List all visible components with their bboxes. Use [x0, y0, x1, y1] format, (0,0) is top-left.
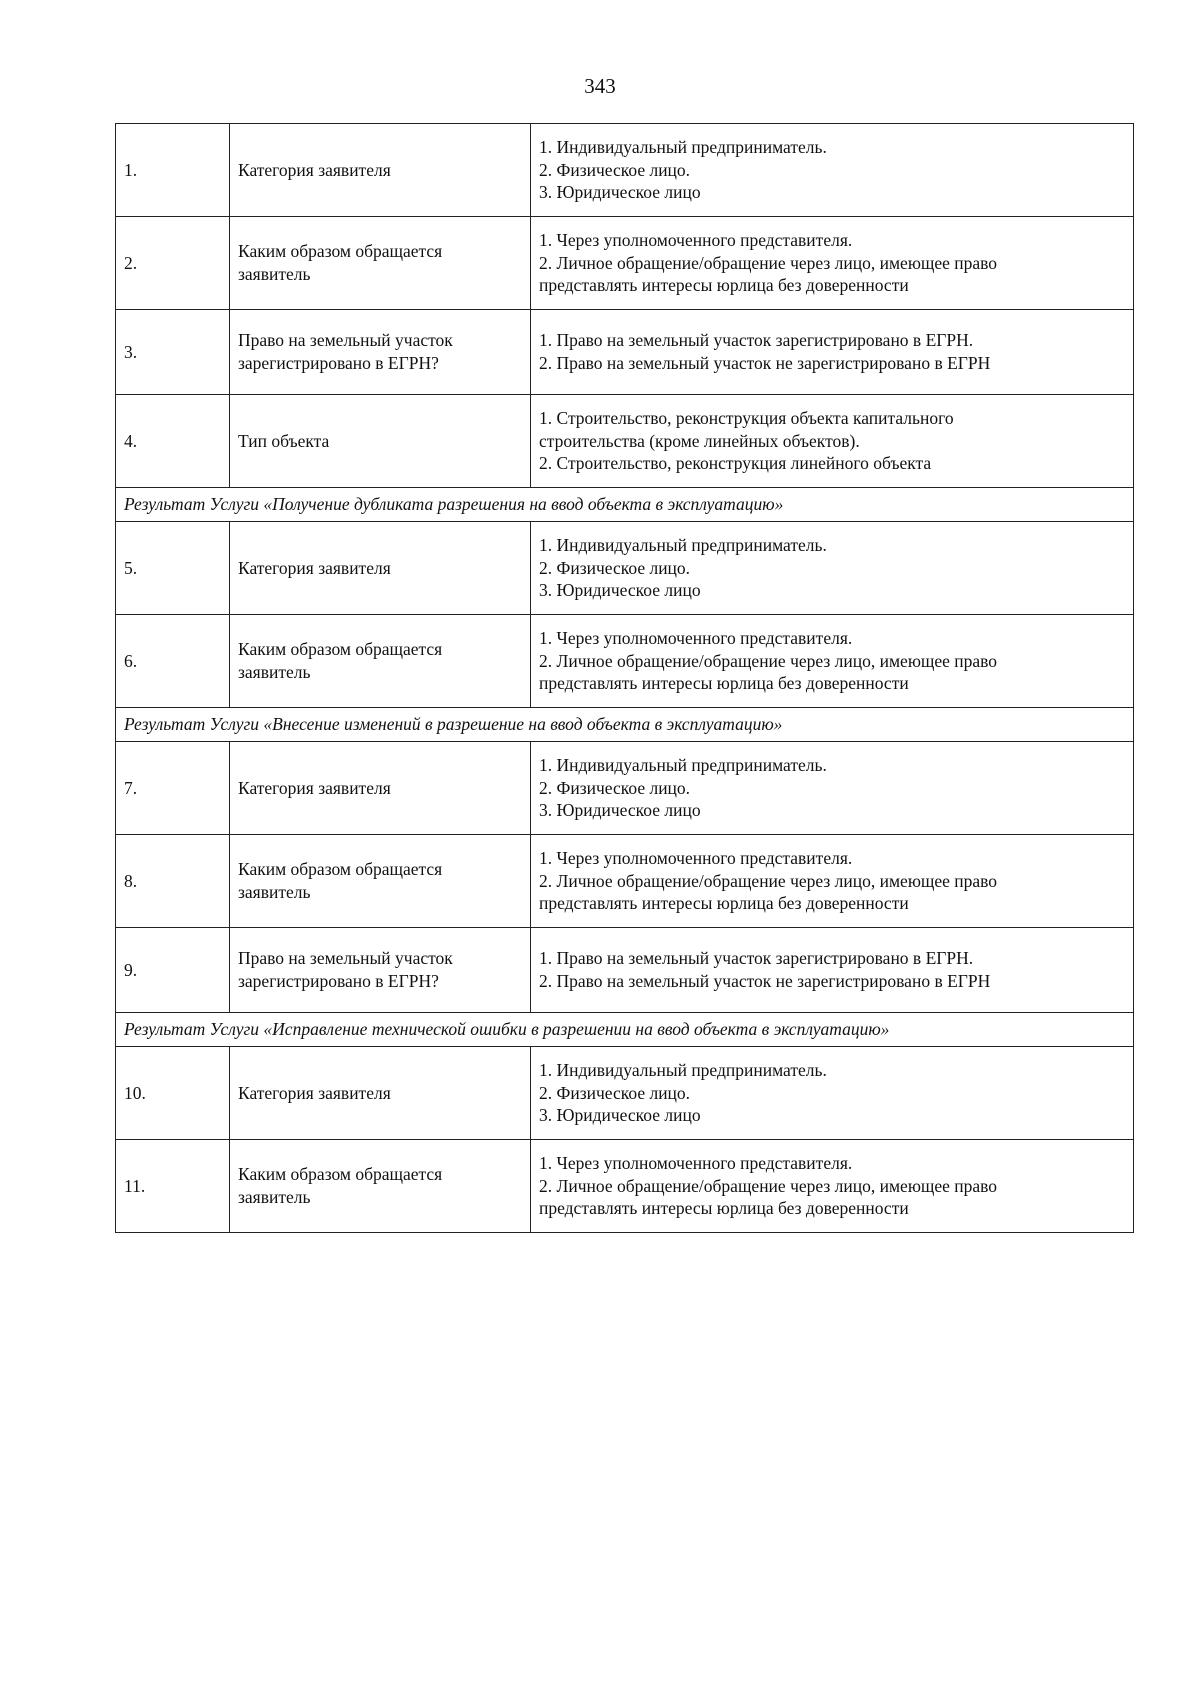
criterion-value-line: 1. Индивидуальный предприниматель.: [539, 755, 827, 776]
criterion-value-line: 1. Строительство, реконструкция объекта капитального: [539, 408, 954, 429]
criterion-value-line: 2. Физическое лицо.: [539, 777, 691, 798]
criterion-value-line: 1. Право на земельный участок зарегистрировано в ЕГРН.: [539, 948, 974, 969]
criterion-name-line: заявитель: [238, 1187, 311, 1207]
criterion-value-line: 2. Физическое лицо.: [539, 557, 691, 578]
criterion-name-cell: [230, 615, 531, 708]
criterion-name-line: заявитель: [238, 882, 311, 902]
criterion-name-line: Каким образом обращается: [238, 639, 443, 660]
row-number: 2.: [116, 217, 230, 310]
criterion-value-line: 3. Юридическое лицо: [539, 1105, 701, 1126]
criterion-name-cell: [230, 928, 531, 1013]
criterion-name-cell: [230, 522, 531, 615]
criterion-name-line: зарегистрировано в ЕГРН?: [238, 971, 439, 991]
section-header-row: [116, 1013, 1134, 1047]
section-title: Результат Услуги «Получение дубликата разрешения на ввод объекта в эксплуатацию»: [116, 488, 1134, 522]
table-row: [116, 615, 1134, 708]
table-row: [116, 835, 1134, 928]
criterion-value-line: 2. Физическое лицо.: [539, 1082, 691, 1103]
criterion-values-cell: [531, 124, 1134, 217]
criterion-name-line: Категория заявителя: [238, 1082, 391, 1103]
criterion-name-cell: [230, 395, 531, 488]
criterion-value-line: 2. Личное обращение/обращение через лицо, имеющее право: [539, 252, 998, 273]
table-row: [116, 217, 1134, 310]
criterion-value-line: 1. Индивидуальный предприниматель.: [539, 137, 827, 158]
row-number: 10.: [116, 1047, 230, 1140]
row-number: 5.: [116, 522, 230, 615]
criterion-value-line: 3. Юридическое лицо: [539, 580, 701, 601]
criterion-name-line: Право на земельный участок: [238, 330, 453, 351]
criterion-name-cell: [230, 1140, 531, 1233]
criterion-name-cell: [230, 124, 531, 217]
page-number: 343: [584, 74, 616, 98]
criterion-name-line: заявитель: [238, 662, 311, 682]
row-number: 11.: [116, 1140, 230, 1233]
row-number: 6.: [116, 615, 230, 708]
criterion-value-line: представлять интересы юрлица без доверенности: [539, 275, 909, 296]
table-row: [116, 522, 1134, 615]
row-number: 1.: [116, 124, 230, 217]
criterion-values-cell: [531, 1140, 1134, 1233]
criterion-name-line: зарегистрировано в ЕГРН?: [238, 353, 439, 373]
section-header-row: [116, 488, 1134, 522]
criterion-value-line: 2. Личное обращение/обращение через лицо, имеющее право: [539, 650, 998, 671]
criterion-name-line: Тип объекта: [238, 430, 330, 451]
criterion-value-line: 1. Через уполномоченного представителя.: [539, 230, 853, 251]
criterion-value-line: 2. Личное обращение/обращение через лицо, имеющее право: [539, 1175, 998, 1196]
criterion-value-line: 1. Индивидуальный предприниматель.: [539, 535, 827, 556]
criterion-value-line: представлять интересы юрлица без доверенности: [539, 1198, 909, 1219]
criterion-value-line: 3. Юридическое лицо: [539, 182, 701, 203]
criterion-value-line: строительства (кроме линейных объектов).: [539, 430, 860, 451]
row-number: 4.: [116, 395, 230, 488]
criterion-name-line: Каким образом обращается: [238, 241, 443, 262]
criterion-value-line: 2. Право на земельный участок не зарегистрировано в ЕГРН: [539, 353, 991, 373]
criterion-value-line: 1. Индивидуальный предприниматель.: [539, 1060, 827, 1081]
criterion-values-cell: [531, 1047, 1134, 1140]
table-row: [116, 742, 1134, 835]
criterion-values-cell: [531, 615, 1134, 708]
criterion-name-cell: [230, 310, 531, 395]
table-row: [116, 928, 1134, 1013]
section-title: Результат Услуги «Исправление технической ошибки в разрешении на ввод объекта в эксплуатацию»: [116, 1013, 1134, 1047]
criterion-name-line: Категория заявителя: [238, 777, 391, 798]
criterion-name-cell: [230, 835, 531, 928]
criterion-name-line: заявитель: [238, 264, 311, 284]
criterion-values-cell: [531, 310, 1134, 395]
criterion-value-line: 2. Физическое лицо.: [539, 159, 691, 180]
criterion-values-cell: [531, 522, 1134, 615]
criterion-values-cell: [531, 742, 1134, 835]
table-row: [116, 1140, 1134, 1233]
criterion-name-line: Каким образом обращается: [238, 859, 443, 880]
criterion-value-line: 1. Через уполномоченного представителя.: [539, 628, 853, 649]
criterion-name-line: Каким образом обращается: [238, 1164, 443, 1185]
criterion-value-line: 1. Через уполномоченного представителя.: [539, 848, 853, 869]
criteria-table: [115, 123, 1134, 1233]
criterion-value-line: 2. Личное обращение/обращение через лицо, имеющее право: [539, 870, 998, 891]
row-number: 3.: [116, 310, 230, 395]
criterion-value-line: 2. Строительство, реконструкция линейного объекта: [539, 453, 932, 474]
criterion-name-cell: [230, 217, 531, 310]
criterion-value-line: 2. Право на земельный участок не зарегистрировано в ЕГРН: [539, 971, 991, 991]
criterion-value-line: 1. Право на земельный участок зарегистрировано в ЕГРН.: [539, 330, 974, 351]
criterion-value-line: 3. Юридическое лицо: [539, 800, 701, 821]
criterion-value-line: представлять интересы юрлица без доверенности: [539, 673, 909, 694]
table-row: [116, 1047, 1134, 1140]
table-row: [116, 124, 1134, 217]
criterion-values-cell: [531, 928, 1134, 1013]
criterion-name-line: Категория заявителя: [238, 159, 391, 180]
criterion-values-cell: [531, 395, 1134, 488]
table-row: [116, 310, 1134, 395]
criterion-name-line: Право на земельный участок: [238, 948, 453, 969]
section-title: Результат Услуги «Внесение изменений в разрешение на ввод объекта в эксплуатацию»: [116, 708, 1134, 742]
criterion-name-cell: [230, 742, 531, 835]
criteria-table-body: [116, 124, 1134, 1233]
criterion-value-line: 1. Через уполномоченного представителя.: [539, 1153, 853, 1174]
section-header-row: [116, 708, 1134, 742]
criterion-values-cell: [531, 217, 1134, 310]
row-number: 7.: [116, 742, 230, 835]
row-number: 9.: [116, 928, 230, 1013]
criterion-value-line: представлять интересы юрлица без доверенности: [539, 893, 909, 914]
table-row: [116, 395, 1134, 488]
row-number: 8.: [116, 835, 230, 928]
criterion-name-line: Категория заявителя: [238, 557, 391, 578]
criterion-values-cell: [531, 835, 1134, 928]
criterion-name-cell: [230, 1047, 531, 1140]
